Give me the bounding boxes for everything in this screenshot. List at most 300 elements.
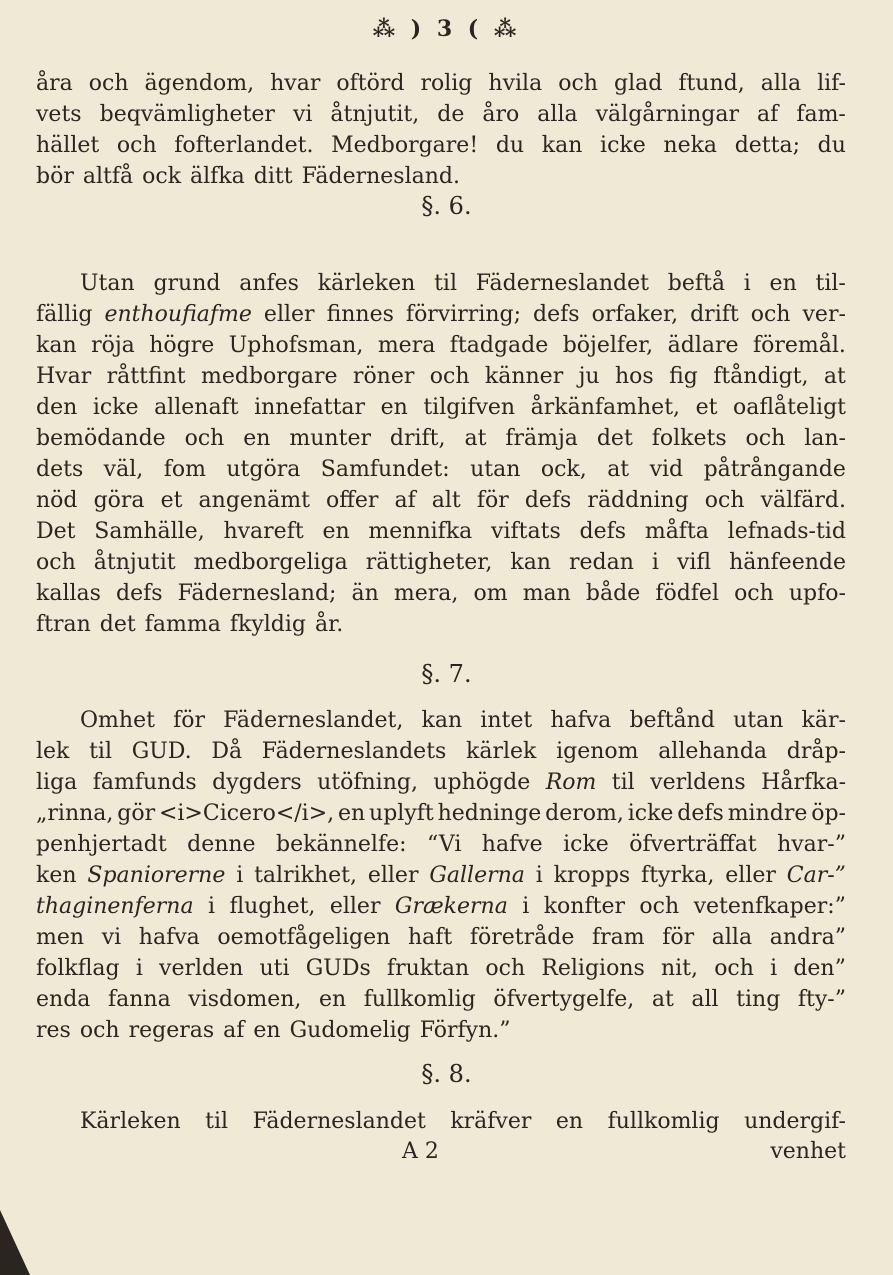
word: defs [579,519,627,544]
word: flughet, [229,894,316,919]
catchword: venhet [770,1139,846,1164]
page-header: ⁂ ) 3 ( ⁂ [372,16,521,42]
word: fanna [107,987,171,1012]
word: Spaniorerne [87,863,226,888]
word: icke [92,395,139,420]
word: all [691,987,719,1012]
word: uphögde [433,770,531,795]
word: fty-” [797,987,846,1012]
word: offer [325,488,379,513]
word: ting [736,987,781,1012]
text-line [36,736,846,767]
word: Religions [541,956,645,981]
word: Utan [80,271,135,296]
word: Rom [545,770,597,795]
word: år. [315,612,344,637]
word: af [757,102,779,127]
word: den” [793,956,846,981]
word: Fäderneslandet [475,271,649,296]
word: utöfning, [317,770,418,795]
word: förvirring; [405,302,522,327]
word: vets [36,102,82,127]
word: väl, [103,457,144,482]
word: “Vi [426,832,462,857]
word: et [160,488,183,513]
word: vifl [676,550,712,575]
word: göra [93,488,145,513]
word: defs [677,801,724,826]
word: Samfundet: [320,457,450,482]
word: hvareft [223,519,304,544]
text-line [36,130,846,161]
word: derom, [545,801,624,826]
word: fom [163,457,206,482]
word: folkets [651,426,727,451]
word: välfärd. [760,488,846,513]
word: högre [149,333,215,358]
text-line [36,922,846,953]
text-line [36,547,846,578]
word: rolig [420,71,473,96]
word: famfunds [92,770,197,795]
word: födfel [655,581,719,606]
text-line [36,516,846,547]
word: Fäderneslandets [261,739,447,764]
text-line [36,423,846,454]
word: i [535,863,543,888]
word: hedninge [437,801,542,826]
word: fällig [36,302,93,327]
word: utan [733,708,784,733]
word: til [205,1109,229,1134]
word: kan [541,133,583,158]
word: Gudomelig [289,1018,411,1043]
word: påtrångande [703,457,846,482]
text-line [36,829,846,860]
word: drift [690,302,739,327]
word: företråde [469,925,575,950]
word: och [429,364,470,389]
word: men [36,925,85,950]
word: kan [510,550,551,575]
word: än [351,581,379,606]
word: i [208,894,216,919]
word: kärleken [317,271,416,296]
word: eller [367,863,419,888]
word: undergif- [744,1109,846,1134]
word: regeras [128,1018,215,1043]
word: ädlare [667,333,739,358]
word: Fäderneslandet, [223,708,404,733]
word: denne [187,832,256,857]
word: kallas [36,581,101,606]
word: en [318,987,347,1012]
word: det [99,612,136,637]
word: mera, [393,581,459,606]
word: <i>Cicero</i>, [158,801,335,826]
word: viftats [491,519,561,544]
word: för [173,708,205,733]
word: bör [36,164,74,189]
word: Hvar [36,364,92,389]
word: främja [505,426,578,451]
text-line [36,609,846,640]
word: visdomen, [188,987,302,1012]
text-line [36,578,846,609]
word: fofterlandet. [174,133,314,158]
word: beftå [667,271,725,296]
word: haft [407,925,453,950]
word: kan [421,708,463,733]
word: välgårningar [595,102,740,127]
word: beftånd [629,708,715,733]
word: åro [482,102,520,127]
word: och [745,426,786,451]
word: icke [627,801,674,826]
section-heading: §. 7. [421,660,472,688]
word: innefattar [254,395,366,420]
word: defs [116,581,163,606]
word: GUDs [305,956,371,981]
word: åtnjutit, [330,102,420,127]
word: ftran [36,612,91,637]
word: eller [263,302,315,327]
section-heading: §. 6. [421,192,472,220]
word: man [522,581,571,606]
word: en [769,271,797,296]
word: lefnads-tid [727,519,846,544]
word: uti [259,956,290,981]
word: om [473,581,508,606]
word: mera [377,333,436,358]
word: liga [36,770,78,795]
page-corner-fold [0,1210,30,1275]
word: oemotfågeligen [217,925,391,950]
text-line [36,361,846,392]
word: en [555,1109,584,1134]
word: och [88,71,129,96]
word: en [253,1018,281,1043]
text-line [36,485,846,516]
word: dets [36,457,84,482]
word: hafva [138,925,200,950]
word: hvar-” [777,832,846,857]
word: Samhälle, [94,519,205,544]
word: detta; [734,133,801,158]
word: fam- [796,102,846,127]
word: neka [663,133,718,158]
word: hänfeende [729,550,846,575]
word: at [607,457,630,482]
word: öp- [811,801,846,826]
word: åtnjutit [93,550,176,575]
word: Det [36,519,76,544]
word: öfvertygelfe, [493,987,635,1012]
word: angenämt [198,488,310,513]
word: icke [600,133,646,158]
text-line [36,268,846,299]
text-line [36,984,846,1015]
word: medborgeliga [193,550,348,575]
word: och [184,426,225,451]
text-line [36,860,846,891]
word: medborgare [201,364,338,389]
word: vi [292,102,313,127]
word: i [743,271,751,296]
word: en [243,426,271,451]
word: GUD. [131,739,192,764]
word: en [337,801,366,826]
word: uplyft [369,801,434,826]
word: verldens [650,770,746,795]
word: munter [289,426,371,451]
word: konfter [543,894,625,919]
word: andra” [769,925,846,950]
word: röner [352,364,415,389]
word: och [558,71,598,96]
word: lan- [804,426,846,451]
word: dygders [212,770,302,795]
text-line [36,99,846,130]
word: Uphofsman, [228,333,364,358]
word: och [79,1018,120,1043]
word: alla [711,925,753,950]
text-line [36,68,846,99]
word: eller [329,894,381,919]
word: Gallerna [429,863,525,888]
word: ftyrka, [641,863,715,888]
word: mindre [727,801,808,826]
word: Förfyn.” [419,1018,511,1043]
word: fig [669,364,698,389]
word: i [522,894,530,919]
word: icke [563,832,609,857]
word: af [223,1018,245,1043]
word: de [437,102,465,127]
word: tilgifven [423,395,516,420]
section-heading: §. 8. [421,1060,472,1088]
paragraph [36,268,846,640]
word: Kärleken [80,1109,181,1134]
text-line [36,767,846,798]
word: ock [142,164,182,189]
word: ftund, [678,71,745,96]
word: och [750,302,791,327]
word: finnes [326,302,394,327]
word: och [116,133,157,158]
signature-mark: A 2 [402,1139,439,1164]
word: til [89,739,112,764]
paragraph [36,68,846,192]
word: föremål. [752,333,846,358]
text-line [36,798,846,829]
word: i [236,863,244,888]
paragraph [36,1106,846,1137]
word: alla [537,102,578,127]
word: rättigheter, [365,550,493,575]
word: du [817,133,846,158]
word: i [651,550,659,575]
text-line [36,454,846,485]
word: öfverträffat [629,832,757,857]
word: intet [480,708,533,733]
word: och [639,894,680,919]
word: Car-” [786,863,846,888]
word: enthoufiafme [104,302,252,327]
word: verlden [159,956,244,981]
text-line [36,330,846,361]
word: oaflåteligt [732,395,846,420]
word: måfta [644,519,709,544]
word: defs [524,488,572,513]
word: Fädernesland; [177,581,337,606]
word: vid [649,457,684,482]
word: och [485,956,526,981]
word: hvar [270,71,321,96]
word: Hårfka- [761,770,846,795]
word: fullkomlig [607,1109,720,1134]
word: och [734,581,774,606]
word: fruktan [386,956,470,981]
word: ftåndigt, [713,364,809,389]
word: en [380,395,408,420]
text-line [36,392,846,423]
word: gör [117,801,156,826]
word: igenom [556,739,639,764]
text-line [36,1106,846,1137]
word: af [394,488,416,513]
word: både [585,581,641,606]
word: til- [815,271,846,296]
word: kropps [553,863,631,888]
word: det [596,426,633,451]
word: hvila [488,71,543,96]
word: Omhet [80,708,155,733]
word: i [770,956,778,981]
word: vi [101,925,122,950]
word: du [495,133,525,158]
word: kärlek [466,739,537,764]
word: penhjertadt [36,832,167,857]
word: allenaft [154,395,239,420]
word: lek [36,739,70,764]
word: för [476,488,509,513]
word: vetenfkaper:” [693,894,846,919]
word: ju [578,364,600,389]
word: en [322,519,350,544]
word: famma [144,612,221,637]
word: ägendom, [144,71,255,96]
word: kräfver [450,1109,532,1134]
word: i [135,956,143,981]
word: Medborgare! [331,133,479,158]
text-line [36,953,846,984]
word: oftörd [336,71,405,96]
word: Fäderneslandet [252,1109,426,1134]
word: til [434,271,457,296]
word: Fädernesland. [301,164,460,189]
word: Då [211,739,243,764]
word: anfes [239,271,299,296]
word: ken [36,863,77,888]
word: ver- [802,302,846,327]
word: allehanda [658,739,768,764]
word: årkänfamhet, [530,395,681,420]
word: alt [431,488,461,513]
word: altfå [82,164,134,189]
word: redan [568,550,634,575]
word: och [714,956,754,981]
word: upfo- [788,581,846,606]
word: hafva [550,708,612,733]
word: åra [36,71,73,96]
word: nit, [660,956,699,981]
word: för [662,925,695,950]
word: kan [36,333,77,358]
word: defs [533,302,580,327]
word: hafve [481,832,543,857]
word: res [36,1018,71,1043]
word: bekännelfe: [276,832,407,857]
word: räddning [587,488,689,513]
word: et [695,395,718,420]
word: utan [470,457,521,482]
word: fullkomlig [363,987,476,1012]
word: ock, [540,457,587,482]
text-line [36,1015,846,1046]
word: röja [91,333,135,358]
text-line [36,891,846,922]
word: folkflag [36,956,120,981]
word: råttfint [106,364,186,389]
word: grund [153,271,221,296]
word: dråp- [786,739,846,764]
word: bemödande [36,426,166,451]
word: at [464,426,487,451]
word: talrikhet, [254,863,357,888]
word: Grækerna [394,894,508,919]
word: mennifka [368,519,473,544]
word: känner [484,364,564,389]
word: och [704,488,745,513]
word: ditt [253,164,293,189]
word: lif- [817,71,846,96]
word: nöd [36,488,78,513]
word: „rinna, [36,801,114,826]
word: fkyldig [229,612,306,637]
word: böjelfer, [562,333,654,358]
word: utgöra [226,457,301,482]
text-line [36,161,846,192]
word: orfaker, [591,302,679,327]
word: thaginenferna [36,894,194,919]
text-line [36,299,846,330]
word: ftadgade [449,333,549,358]
word: at [651,987,674,1012]
word: alla [760,71,802,96]
paragraph [36,705,846,1046]
word: til [611,770,635,795]
word: at [823,364,846,389]
word: och [36,550,76,575]
word: eller [725,863,776,888]
word: fram [591,925,645,950]
word: glad [613,71,663,96]
word: hället [36,133,100,158]
word: hos [614,364,654,389]
word: drift, [389,426,446,451]
word: beqvämligheter [99,102,275,127]
